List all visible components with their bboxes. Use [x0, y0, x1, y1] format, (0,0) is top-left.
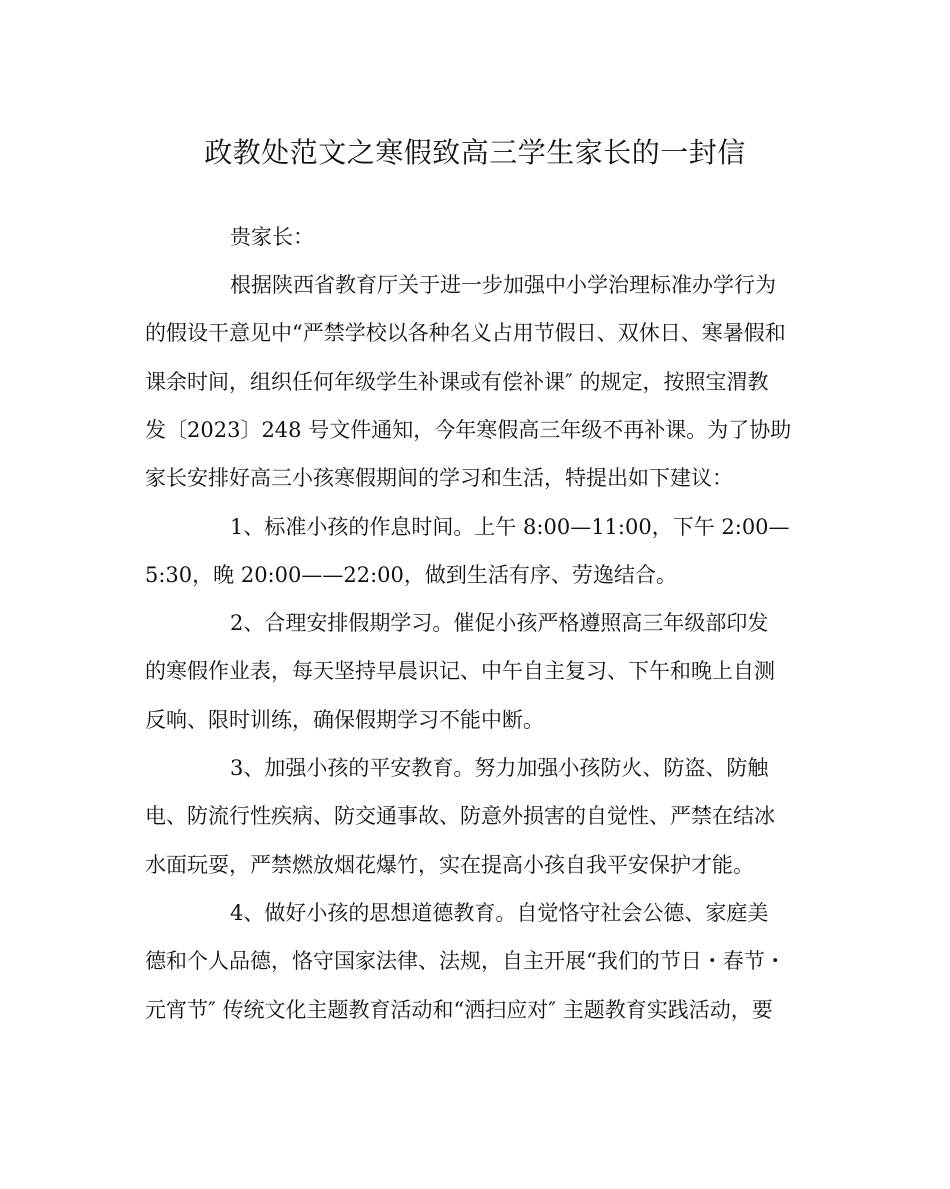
paragraph-line: 4、做好小孩的思想道德教育。自觉恪守社会公德、家庭美 [230, 901, 769, 925]
paragraph-line: 电、防流行性疾病、防交通事故、防意外损害的自觉性、严禁在结冰 [145, 804, 775, 828]
paragraph-line: 根据陕西省教育厅关于进一步加强中小学治理标准办学行为 [230, 273, 776, 297]
paragraph-line: 课余时间，组织任何年级学生补课或有偿补课″ 的规定，按照宝渭教 [145, 370, 769, 394]
document-title: 政教处范文之寒假致高三学生家长的一封信 [204, 136, 746, 169]
paragraph-line: 德和个人品德，恪守国家法律、法规，自主开展“我们的节日・春节・ [145, 949, 786, 973]
paragraph-line: 2、合理安排假期学习。催促小孩严格遵照高三年级部印发 [230, 611, 769, 635]
salutation: 贵家长： [230, 225, 314, 249]
paragraph-line: 的假设干意见中“严禁学校以各种名义占用节假日、双休日、寒暑假和 [145, 321, 786, 345]
paragraph-line: 家长安排好高三小孩寒假期间的学习和生活，特提出如下建议： [145, 466, 733, 490]
paragraph-line: 水面玩耍，严禁燃放烟花爆竹，实在提高小孩自我平安保护才能。 [145, 853, 754, 877]
paragraph-line: 5:30，晚 20:00——22:00，做到生活有序、劳逸结合。 [145, 563, 677, 587]
paragraph-line: 发〔2023〕248 号文件通知，今年寒假高三年级不再补课。为了协助 [145, 418, 792, 442]
paragraph-line: 3、加强小孩的平安教育。努力加强小孩防火、防盗、防触 [230, 756, 769, 780]
paragraph-line: 元宵节″ 传统文化主题教育活动和“洒扫应对″ 主题教育实践活动，要 [145, 998, 773, 1022]
paragraph-line: 的寒假作业表，每天坚持早晨识记、中午自主复习、下午和晚上自测 [145, 659, 775, 683]
paragraph-line: 反响、限时训练，确保假期学习不能中断。 [145, 708, 544, 732]
paragraph-line: 1、标准小孩的作息时间。上午 8:00—11:00，下午 2:00— [230, 515, 790, 539]
